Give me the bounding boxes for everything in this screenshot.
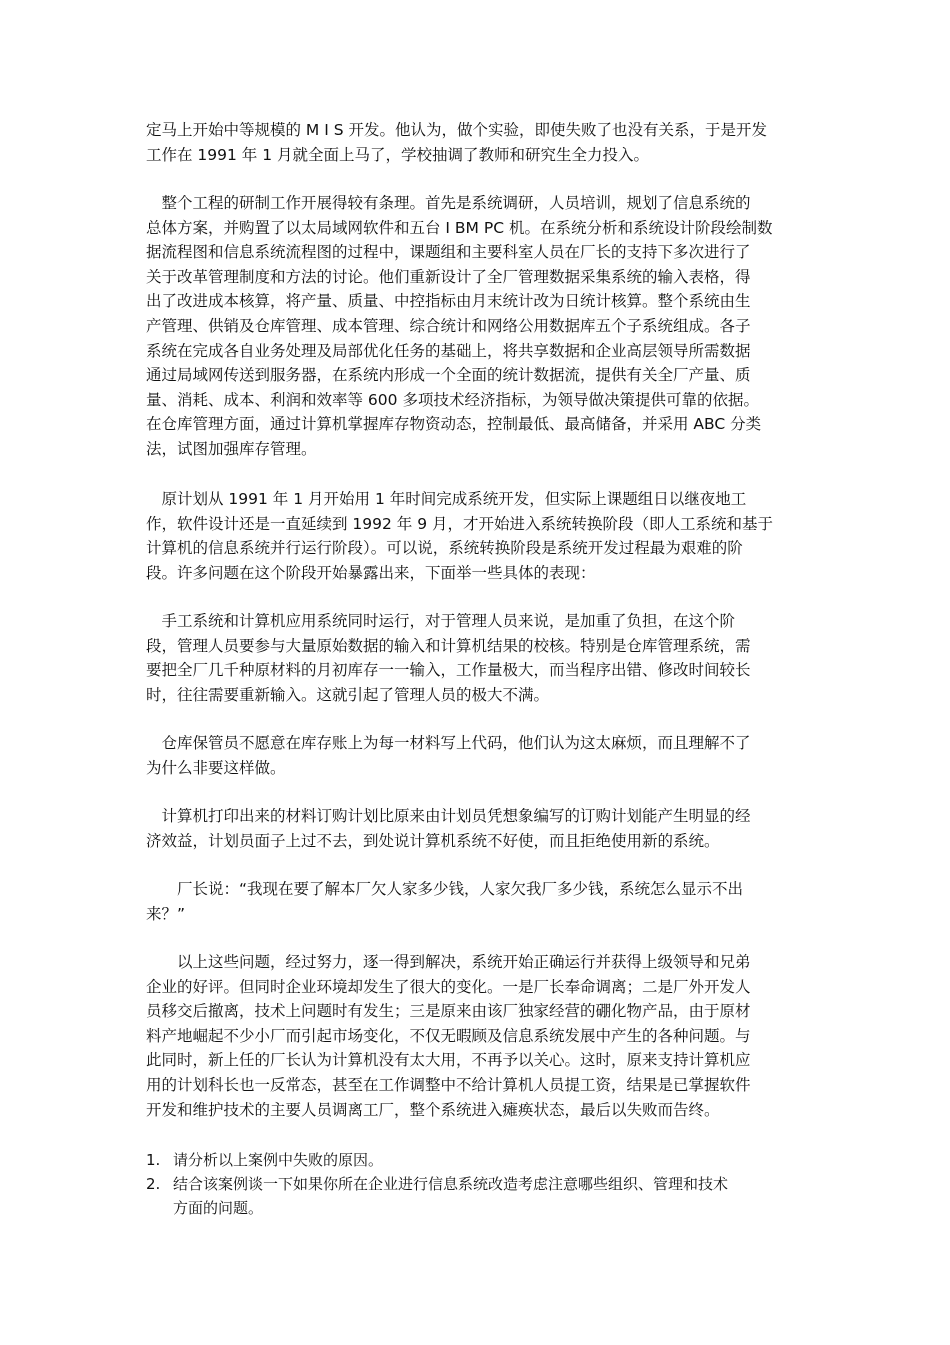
text-line: 要把全厂几千种原材料的月初库存一一输入，工作量极大，而当程序出错、修改时间较长 — [146, 661, 751, 680]
text-line: 工作在 1991 年 1 月就全面上马了，学校抽调了教师和研究生全力投入。 — [146, 145, 650, 164]
paragraph-director-quote — [146, 877, 806, 926]
text-line: 开发和维护技术的主要人员调离工厂，整个系统进入瘫痪状态，最后以失败而告终。 — [146, 1100, 720, 1119]
question-text: 方面的问题。 — [173, 1199, 264, 1217]
text-line: 系统在完成各自业务处理及局部优化任务的基础上，将共享数据和企业高层领导所需数据 — [146, 341, 751, 360]
text-line: 关于改革管理制度和方法的讨论。他们重新设计了全厂管理数据采集系统的输入表格，得 — [146, 267, 751, 286]
paragraph-outcome — [146, 950, 806, 1122]
text-line: 法，试图加强库存管理。 — [146, 439, 317, 458]
text-line: 以上这些问题，经过努力，逐一得到解决，系统开始正确运行并获得上级领导和兄弟 — [146, 953, 751, 971]
text-line: 段。许多问题在这个阶段开始暴露出来，下面举一些具体的表现： — [146, 563, 596, 582]
paragraph-warehouse-keeper — [146, 731, 806, 780]
paragraph-intro — [146, 118, 806, 167]
text-line: 仓库保管员不愿意在库存账上为每一材料写上代码，他们认为这太麻烦，而且理解不了 — [146, 734, 751, 752]
text-line: 整个工程的研制工作开展得较有条理。首先是系统调研，人员培训，规划了信息系统的 — [146, 194, 751, 212]
text-line: 定马上开始中等规模的 M I S 开发。他认为，做个实验，即使失败了也没有关系，于是开发 — [146, 121, 767, 139]
text-line: 料产地崛起不少小厂而引起市场变化，不仅无暇顾及信息系统发展中产生的各种问题。与 — [146, 1026, 751, 1045]
paragraph-project-organization — [146, 191, 806, 462]
text-line: 出了改进成本核算，将产量、质量、中控指标由月末统计改为日统计核算。整个系统由生 — [146, 292, 751, 311]
text-line: 为什么非要这样做。 — [146, 758, 286, 777]
text-line: 厂长说：“我现在要了解本厂欠人家多少钱，人家欠我厂多少钱，系统怎么显示不出 — [146, 880, 744, 898]
text-line: 用的计划科长也一反常态，甚至在工作调整中不给计算机人员提工资，结果是已掌握软件 — [146, 1075, 751, 1094]
text-line: 作，软件设计还是一直延续到 1992 年 9 月，才开始进入系统转换阶段（即人工系统和基于 — [146, 514, 774, 533]
paragraph-parallel-running — [146, 609, 806, 707]
text-line: 计算机的信息系统并行运行阶段）。可以说，系统转换阶段是系统开发过程最为艰难的阶 — [146, 539, 743, 558]
text-line: 此同时，新上任的厂长认为计算机没有太大用，不再予以关心。这时，原来支持计算机应 — [146, 1051, 751, 1070]
text-line: 计算机打印出来的材料订购计划比原来由计划员凭想象编写的订购计划能产生明显的经 — [146, 807, 751, 825]
text-line: 量、消耗、成本、利润和效率等 600 多项技术经济指标，为领导做决策提供可靠的依据。 — [146, 390, 759, 409]
text-line: 总体方案，并购置了以太局域网软件和五台 I BM PC 机。在系统分析和系统设计阶段绘制数 — [146, 218, 773, 237]
text-line: 手工系统和计算机应用系统同时运行，对于管理人员来说，是加重了负担，在这个阶 — [146, 612, 736, 630]
text-line: 通过局域网传送到服务器，在系统内形成一个全面的统计数据流，提供有关全厂产量、质 — [146, 366, 751, 385]
text-line: 员移交后撤离，技术上问题时有发生；三是原来由该厂独家经营的硼化物产品，由于原材 — [146, 1002, 751, 1021]
text-line: 原计划从 1991 年 1 月开始用 1 年时间完成系统开发，但实际上课题组日以继夜地工 — [146, 490, 747, 508]
text-line: 济效益，计划员面子上过不去，到处说计算机系统不好使，而且拒绝使用新的系统。 — [146, 831, 720, 850]
text-line: 段，管理人员要参与大量原始数据的输入和计算机结果的校核。特别是仓库管理系统，需 — [146, 636, 751, 655]
question-item — [146, 1172, 806, 1220]
text-line: 据流程图和信息系统流程图的过程中，课题组和主要科室人员在厂长的支持下多次进行了 — [146, 243, 751, 262]
question-list — [146, 1148, 806, 1220]
question-text: 请分析以上案例中失败的原因。 — [173, 1151, 384, 1169]
question-number: 1. — [146, 1151, 161, 1169]
text-line: 产管理、供销及仓库管理、成本管理、综合统计和网络公用数据库五个子系统组成。各子 — [146, 316, 751, 335]
question-text: 结合该案例谈一下如果你所在企业进行信息系统改造考虑注意哪些组织、管理和技术 — [173, 1175, 729, 1193]
paragraph-original-plan — [146, 487, 806, 585]
paragraph-purchase-plan — [146, 804, 806, 853]
text-line: 企业的好评。但同时企业环境却发生了很大的变化。一是厂长奉命调离；二是厂外开发人 — [146, 977, 751, 996]
text-line: 时，往往需要重新输入。这就引起了管理人员的极大不满。 — [146, 685, 550, 704]
text-line: 来？” — [146, 904, 186, 923]
question-number: 2. — [146, 1175, 161, 1193]
question-item — [146, 1148, 806, 1172]
text-line: 在仓库管理方面，通过计算机掌握库存物资动态，控制最低、最高储备，并采用 ABC 分类 — [146, 415, 762, 434]
